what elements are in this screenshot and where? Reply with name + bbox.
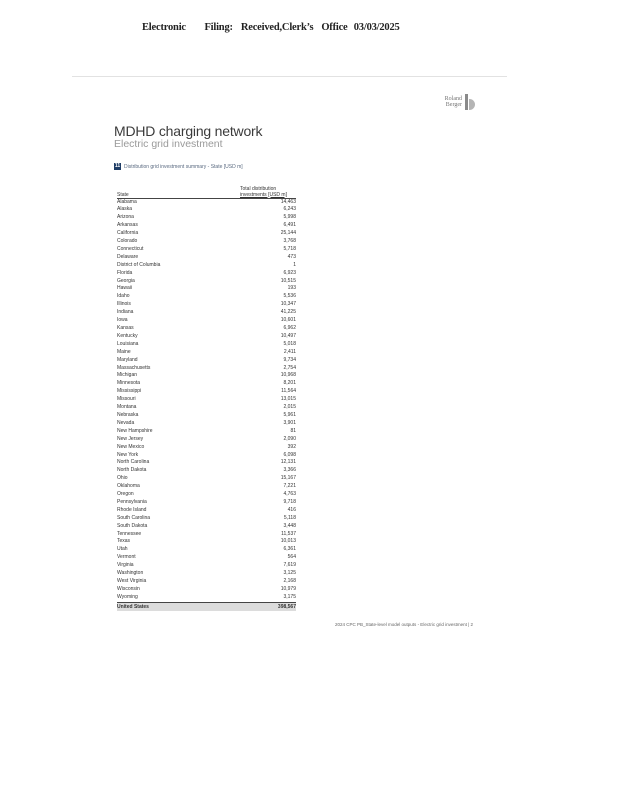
investment-value: 9,718: [283, 498, 296, 505]
investment-value: 81: [290, 427, 296, 434]
table-row: [117, 206, 296, 214]
logo-text-line1: Roland: [444, 96, 462, 102]
state-name: New Jersey: [117, 435, 144, 442]
state-name: Alabama: [117, 198, 137, 205]
state-name: Iowa: [117, 317, 128, 324]
state-name: South Dakota: [117, 522, 148, 529]
table-row: [117, 570, 296, 578]
table-row: [117, 491, 296, 499]
investment-value: 10,347: [280, 301, 296, 308]
logo-text-line2: Berger: [445, 102, 462, 108]
investment-value: 6,923: [283, 269, 296, 276]
table-row: [117, 246, 296, 254]
table-row: [117, 262, 296, 270]
state-name: Indiana: [117, 309, 134, 316]
filing-received: Received,Clerk’s: [240, 22, 314, 33]
state-name: New York: [117, 451, 139, 458]
investment-value: 3,366: [283, 467, 296, 474]
table-row: [117, 586, 296, 594]
table-row: [117, 507, 296, 515]
filing-label: Filing:: [204, 22, 233, 33]
state-name: Pennsylvania: [117, 498, 147, 505]
table-row: [117, 198, 296, 206]
state-name: Colorado: [117, 238, 138, 245]
investment-value: 3,125: [283, 570, 296, 577]
state-name: South Carolina: [117, 514, 151, 521]
investment-value: 416: [287, 506, 296, 513]
investment-value: 2,168: [283, 578, 296, 584]
investment-value: 3,175: [283, 593, 296, 600]
investment-value: 11,564: [281, 388, 296, 395]
table-header-row: [117, 182, 296, 198]
exhibit-caption: [114, 163, 243, 170]
table-row: [117, 562, 296, 570]
slide-footer: 2024 CPC PB_State-level model outputs - Electric grid investment | 2: [335, 622, 473, 627]
investment-value: 1: [293, 261, 296, 268]
investment-value: 25,144: [280, 230, 296, 237]
state-name: New Hampshire: [117, 427, 153, 434]
investment-value: 10,979: [280, 585, 296, 592]
table-row: [117, 270, 296, 278]
investment-value: 473: [287, 253, 296, 260]
state-name: Hawaii: [117, 285, 133, 292]
table-row: [117, 238, 296, 246]
state-name: Nevada: [117, 419, 135, 426]
state-name: Massachusetts: [117, 364, 151, 371]
investment-value: 9,734: [283, 356, 296, 363]
table-row: [117, 214, 296, 222]
state-name: California: [117, 230, 139, 237]
table-row: [117, 285, 296, 293]
state-name: Connecticut: [117, 245, 144, 252]
investment-value: 6,491: [283, 222, 296, 229]
state-name: Washington: [117, 570, 144, 577]
table-row: [117, 459, 296, 467]
table-row: [117, 357, 296, 365]
table-row: [117, 404, 296, 412]
table-row: [117, 325, 296, 333]
investment-value: 10,968: [280, 372, 296, 379]
investment-value: 7,619: [283, 562, 296, 569]
table-row: [117, 538, 296, 546]
table-row: [117, 365, 296, 373]
distribution-investment-table: [117, 182, 296, 611]
filing-electronic: Electronic: [142, 22, 186, 33]
state-name: District of Columbia: [117, 261, 161, 268]
investment-value: 4,763: [283, 491, 296, 498]
state-name: Georgia: [117, 277, 135, 284]
table-row: [117, 293, 296, 301]
state-name: Delaware: [117, 253, 139, 260]
investment-value: 6,243: [283, 206, 296, 213]
investment-value: 3,448: [283, 522, 296, 529]
investment-value: 193: [287, 285, 296, 292]
filing-date: 03/03/2025: [353, 22, 400, 33]
state-name: Idaho: [117, 293, 130, 300]
investment-value: 5,536: [283, 293, 296, 300]
investment-value: 11,537: [281, 530, 296, 537]
table-row: [117, 222, 296, 230]
state-name: Utah: [117, 546, 128, 553]
column-header-state: State: [117, 182, 238, 198]
investment-value: 2,754: [283, 364, 296, 371]
state-name: North Carolina: [117, 459, 150, 466]
total-value: 398,567: [238, 602, 296, 611]
investment-value: 15,167: [280, 475, 296, 482]
table-row: [117, 546, 296, 554]
state-name: Vermont: [117, 554, 136, 561]
table-row: [117, 467, 296, 475]
table-row: [117, 428, 296, 436]
filing-office: Office: [321, 22, 348, 33]
investment-value: 3,901: [283, 419, 296, 426]
state-name: Minnesota: [117, 380, 141, 387]
state-name: Kentucky: [117, 332, 138, 339]
table-row: [117, 349, 296, 357]
state-name: Oregon: [117, 491, 134, 498]
investment-value: 7,221: [283, 483, 296, 490]
logo-text: [445, 96, 462, 108]
exhibit-title: Distribution grid investment summary - State [USD m]: [124, 163, 243, 170]
investment-value: 14,463: [280, 198, 296, 205]
table-row: [117, 499, 296, 507]
table-row: [117, 254, 296, 262]
table-row: [117, 523, 296, 531]
investment-value: 10,515: [280, 277, 296, 284]
investment-value: 41,225: [280, 309, 296, 316]
table-row: [117, 412, 296, 420]
state-name: Wyoming: [117, 593, 138, 600]
table-row: [117, 452, 296, 460]
state-name: Virginia: [117, 562, 134, 569]
table-row: [117, 317, 296, 325]
state-name: New Mexico: [117, 443, 145, 450]
table-row: [117, 420, 296, 428]
table-row: [117, 444, 296, 452]
column-header-investment: [238, 182, 296, 198]
investment-value: 3,768: [283, 238, 296, 245]
investment-value: 6,962: [283, 325, 296, 331]
investment-value: 13,015: [280, 396, 296, 403]
state-name: Rhode Island: [117, 506, 147, 513]
investment-value: 5,718: [283, 245, 296, 252]
table-row: [117, 578, 296, 586]
page-divider: [72, 76, 507, 77]
investment-value: 392: [287, 443, 296, 450]
state-name: Louisiana: [117, 340, 139, 347]
slide-title: MDHD charging network: [114, 123, 263, 139]
state-name: Michigan: [117, 372, 138, 379]
state-name: Texas: [117, 538, 131, 545]
table-row: [117, 341, 296, 349]
table-row: [117, 309, 296, 317]
table-row: [117, 396, 296, 404]
state-name: Arizona: [117, 214, 134, 221]
state-name: North Dakota: [117, 467, 147, 474]
state-name: Florida: [117, 269, 133, 276]
table-body: [117, 198, 296, 602]
table-row: [117, 531, 296, 539]
state-name: Maine: [117, 348, 131, 355]
state-name: Arkansas: [117, 222, 138, 229]
table-row: [117, 388, 296, 396]
investment-value: 5,998: [283, 214, 296, 221]
exhibit-number-badge: 11: [114, 163, 121, 169]
state-name: Nebraska: [117, 411, 139, 418]
table-row: [117, 230, 296, 238]
filing-header: [142, 22, 400, 33]
table-row: [117, 278, 296, 286]
state-name: Tennessee: [117, 530, 142, 537]
table-row: [117, 333, 296, 341]
total-label: United States: [117, 602, 238, 611]
table-row: [117, 554, 296, 562]
slide-subtitle: Electric grid investment: [114, 138, 223, 150]
embedded-slide: [108, 82, 505, 632]
table-row: [117, 515, 296, 523]
column-header-investment-line2: investments [USD m]: [240, 191, 287, 198]
table-row: [117, 483, 296, 491]
state-name: Kansas: [117, 325, 134, 331]
investment-value: 10,013: [280, 538, 296, 545]
state-name: Oklahoma: [117, 483, 140, 490]
investment-value: 10,601: [280, 317, 296, 324]
investment-value: 564: [287, 554, 296, 561]
investment-value: 2,090: [283, 435, 296, 442]
state-name: Montana: [117, 404, 137, 411]
investment-value: 8,201: [283, 380, 296, 387]
investment-value: 2,015: [283, 404, 296, 411]
state-name: Alaska: [117, 206, 133, 213]
state-name: Illinois: [117, 301, 131, 308]
investment-value: 10,497: [280, 332, 296, 339]
investment-value: 5,018: [283, 340, 296, 347]
state-name: Ohio: [117, 475, 128, 482]
table-row: [117, 436, 296, 444]
table-total-row: [117, 602, 296, 611]
state-name: Missouri: [117, 396, 136, 403]
table-row: [117, 594, 296, 602]
table-row: [117, 372, 296, 380]
column-header-investment-line1: Total distribution: [240, 185, 277, 192]
state-name: West Virginia: [117, 578, 147, 584]
investment-value: 12,131: [280, 459, 296, 466]
company-logo: [445, 94, 475, 110]
investment-value: 2,411: [283, 348, 296, 355]
state-name: Maryland: [117, 356, 138, 363]
state-name: Mississippi: [117, 388, 142, 395]
state-name: Wisconsin: [117, 585, 140, 592]
investment-value: 5,118: [283, 514, 296, 521]
investment-value: 5,961: [283, 411, 296, 418]
table-row: [117, 380, 296, 388]
logo-mark-icon: [465, 94, 475, 110]
investment-value: 6,098: [283, 451, 296, 458]
investment-value: 6,361: [283, 546, 296, 553]
table-row: [117, 301, 296, 309]
table-row: [117, 475, 296, 483]
